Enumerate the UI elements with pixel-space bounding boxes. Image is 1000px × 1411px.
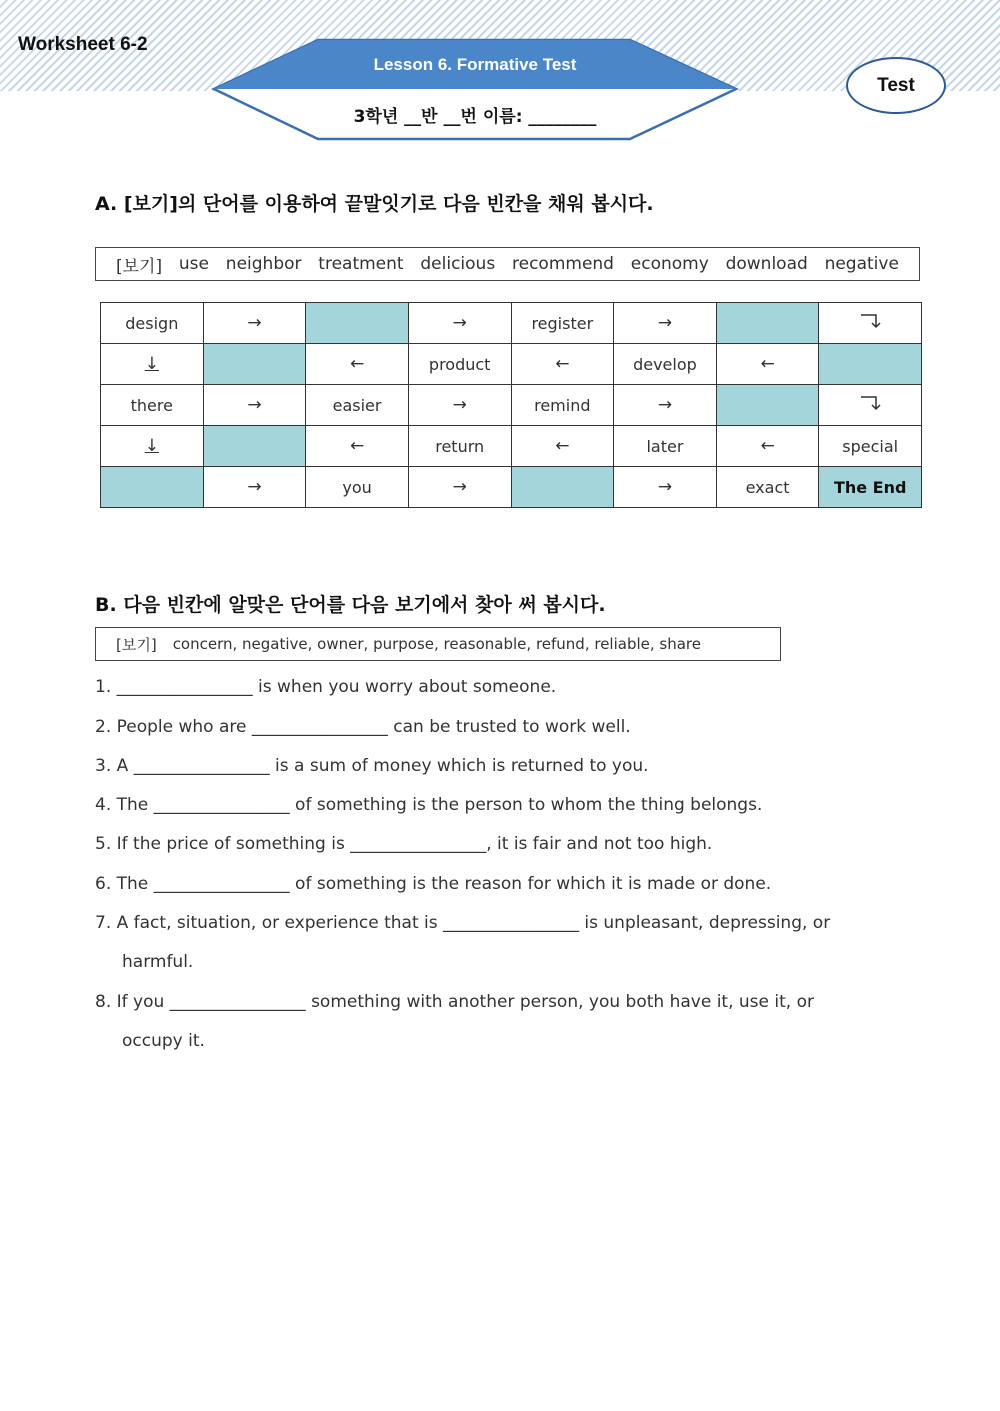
- word-bank-item: economy: [630, 254, 709, 274]
- grid-row: [101, 385, 922, 426]
- turn-down-icon: [819, 385, 922, 426]
- arrow-left-icon: ←: [511, 344, 614, 385]
- arrow-left-icon: ←: [716, 426, 819, 467]
- test-badge: Test: [846, 57, 946, 114]
- word-bank-item: download: [725, 254, 808, 274]
- question-6: 6. The ________________ of something is the reason for which it is made or done.: [95, 874, 772, 894]
- grid-cell: later: [614, 426, 717, 467]
- question-4: 4. The ________________ of something is the person to whom the thing belongs.: [95, 795, 763, 815]
- arrow-right-icon: →: [203, 303, 306, 344]
- arrow-down-icon: ↓: [101, 426, 204, 467]
- question-3: 3. A ________________ is a sum of money which is returned to you.: [95, 756, 649, 776]
- arrow-right-icon: →: [614, 385, 717, 426]
- arrow-right-icon: →: [614, 467, 717, 508]
- question-5: 5. If the price of something is ________________, it is fair and not too high.: [95, 834, 713, 854]
- grid-cell: develop: [614, 344, 717, 385]
- word-bank-item: recommend: [512, 254, 614, 274]
- grid-row: [101, 303, 922, 344]
- grid-row: [101, 467, 922, 508]
- arrow-left-icon: ←: [306, 426, 409, 467]
- arrow-down-icon: ↓: [101, 344, 204, 385]
- grid-cell: remind: [511, 385, 614, 426]
- section-b-title: B. 다음 빈칸에 알맞은 단어를 다음 보기에서 찾아 써 봅시다.: [95, 594, 606, 616]
- worksheet-label: Worksheet 6-2: [18, 34, 148, 55]
- blank-cell[interactable]: [716, 385, 819, 426]
- arrow-left-icon: ←: [511, 426, 614, 467]
- arrow-left-icon: ←: [306, 344, 409, 385]
- arrow-right-icon: →: [408, 385, 511, 426]
- question-7: 7. A fact, situation, or experience that is ________________ is unpleasant, depressing, or: [95, 913, 831, 933]
- blank-cell[interactable]: [306, 303, 409, 344]
- grid-row: [101, 426, 922, 467]
- lesson-title: Lesson 6. Formative Test: [373, 55, 577, 74]
- arrow-right-icon: →: [408, 467, 511, 508]
- the-end-cell: The End: [819, 467, 922, 508]
- arrow-left-icon: ←: [716, 344, 819, 385]
- question-7-continued: harmful.: [122, 952, 194, 972]
- section-a-title: A. [보기]의 단어를 이용하여 끝말잇기로 다음 빈칸을 채워 봅시다.: [95, 193, 654, 215]
- question-1: 1. ________________ is when you worry about someone.: [95, 677, 557, 697]
- grid-cell: return: [408, 426, 511, 467]
- bogi-label: [보기]: [116, 256, 163, 277]
- word-bank-item: use: [178, 254, 209, 274]
- blank-cell[interactable]: [203, 426, 306, 467]
- student-info-line: 3학년 __반 __번 이름: ________: [353, 107, 597, 127]
- arrow-right-icon: →: [203, 385, 306, 426]
- bogi-label: [보기]: [116, 635, 157, 654]
- arrow-right-icon: →: [408, 303, 511, 344]
- question-8: 8. If you ________________ something with another person, you both have it, use it, or: [95, 992, 814, 1012]
- grid-cell: product: [408, 344, 511, 385]
- grid-cell: special: [819, 426, 922, 467]
- question-2: 2. People who are ________________ can be trusted to work well.: [95, 717, 631, 737]
- grid-cell: easier: [306, 385, 409, 426]
- section-b-word-bank: [95, 627, 781, 661]
- blank-cell[interactable]: [716, 303, 819, 344]
- grid-cell: there: [101, 385, 204, 426]
- grid-cell: exact: [716, 467, 819, 508]
- word-bank-item: negative: [824, 254, 899, 274]
- question-8-continued: occupy it.: [122, 1031, 205, 1051]
- blank-cell[interactable]: [511, 467, 614, 508]
- grid-row: [101, 344, 922, 385]
- grid-cell: you: [306, 467, 409, 508]
- grid-cell: register: [511, 303, 614, 344]
- word-bank-item: neighbor: [225, 254, 302, 274]
- blank-cell[interactable]: [203, 344, 306, 385]
- turn-down-icon: [819, 303, 922, 344]
- word-bank-item: treatment: [318, 254, 404, 274]
- word-bank-item: delicious: [420, 254, 496, 274]
- arrow-right-icon: →: [614, 303, 717, 344]
- blank-cell[interactable]: [101, 467, 204, 508]
- word-chain-grid: [100, 302, 922, 508]
- word-bank-list: concern, negative, owner, purpose, reasonable, refund, reliable, share: [172, 635, 701, 653]
- section-a-word-bank: [95, 247, 920, 281]
- arrow-right-icon: →: [203, 467, 306, 508]
- blank-cell[interactable]: [819, 344, 922, 385]
- grid-cell: design: [101, 303, 204, 344]
